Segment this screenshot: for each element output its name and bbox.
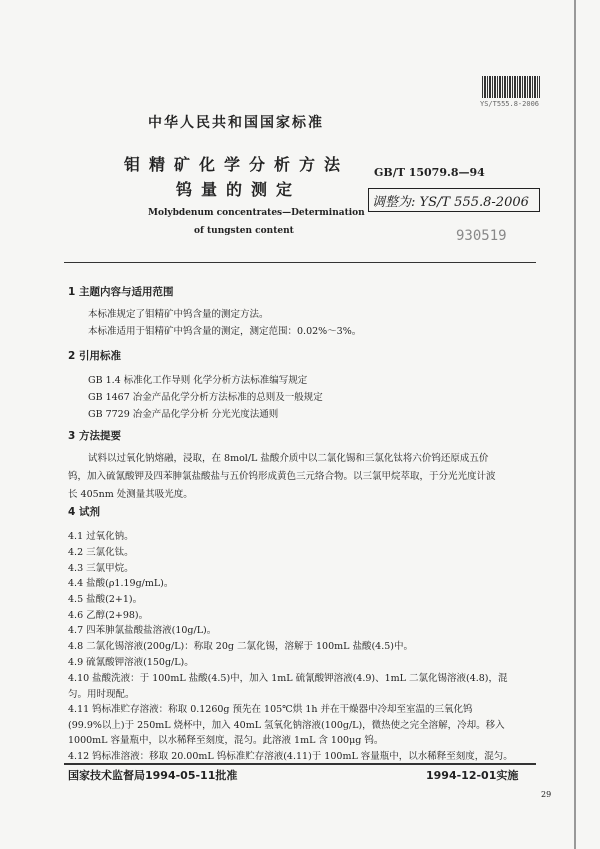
reagent-line: (99.9%以上)于 250mL 烧杯中，加入 40mL 氢氧化钠溶液(100g/L)，微热使之完全溶解，冷却。移入: [68, 720, 505, 731]
reagent-line: 4.2 三氯化钛。: [68, 547, 134, 558]
reagent-line: 4.12 钨标准溶液：移取 20.00mL 钨标准贮存溶液(4.11)于 100mL 容量瓶中，以水稀释至刻度，混匀。: [68, 751, 513, 762]
scan-edge-line: [574, 0, 576, 849]
title-line1: 钼精矿化学分析方法: [124, 155, 350, 174]
reagent-line: 4.1 过氧化钠。: [68, 531, 134, 542]
page-number: 29: [541, 790, 552, 799]
header-divider: [64, 262, 536, 263]
standard-number: GB/T 15079.8—94: [374, 166, 485, 179]
reagent-line: 4.3 三氯甲烷。: [68, 563, 134, 574]
paragraph: 试料以过氧化钠熔融，浸取，在 8mol/L 盐酸介质中以二氯化锡和三氯化钛将六价钨还原成五价: [88, 453, 489, 464]
approval-date: 国家技术监督局1994-05-11批准: [68, 769, 238, 782]
paragraph: 钨，加入硫氰酸钾及四苯胂氯盐酸盐与五价钨形成黄色三元络合物。以三氯甲烷萃取，于分光光度计波: [68, 471, 496, 482]
national-standard-heading: 中华人民共和国国家标准: [148, 115, 324, 131]
reagent-line: 1000mL 容量瓶中，以水稀释至刻度，混匀。此溶液 1mL 含 100μg 钨。: [68, 735, 384, 746]
english-title-line2: of tungsten content: [194, 226, 294, 236]
footer-divider: [64, 763, 536, 765]
implementation-date: 1994-12-01实施: [426, 769, 519, 782]
paragraph: 本标准适用于钼精矿中钨含量的测定，测定范围：0.02%～3%。: [88, 326, 362, 337]
barcode: [482, 76, 540, 98]
reference-item: GB 7729 冶金产品化学分析 分光光度法通则: [88, 409, 279, 420]
stamp-number: 930519: [456, 228, 507, 244]
section-2-heading: 2 引用标准: [68, 350, 121, 362]
barcode-label: YS/T555.8-2006: [480, 100, 540, 108]
reagent-line: 4.5 盐酸(2+1)。: [68, 594, 143, 605]
reference-item: GB 1.4 标准化工作导则 化学分析方法标准编写规定: [88, 375, 308, 386]
section-3-heading: 3 方法提要: [68, 430, 121, 442]
english-title-line1: Molybdenum concentrates—Determination: [148, 208, 365, 218]
section-1-heading: 1 主题内容与适用范围: [68, 286, 174, 298]
reagent-line: 4.11 钨标准贮存溶液：称取 0.1260g 预先在 105℃烘 1h 并在干燥器中冷却至室温的三氧化钨: [68, 704, 473, 715]
reagent-line: 4.8 二氯化锡溶液(200g/L)：称取 20g 二氯化锡，溶解于 100mL 盐酸(4.5)中。: [68, 641, 413, 652]
adjusted-to-stamp: 调整为: YS/T 555.8-2006: [372, 195, 529, 210]
paragraph: 本标准规定了钼精矿中钨含量的测定方法。: [88, 309, 269, 320]
reagent-line: 4.7 四苯胂氯盐酸盐溶液(10g/L)。: [68, 625, 217, 636]
reference-item: GB 1467 冶金产品化学分析方法标准的总则及一般规定: [88, 392, 323, 403]
paragraph: 长 405nm 处测量其吸光度。: [68, 489, 193, 500]
reagent-line: 4.10 盐酸洗液：于 100mL 盐酸(4.5)中，加入 1mL 硫氰酸钾溶液(4.9)、1mL 二氯化锡溶液(4.8)，混: [68, 673, 508, 684]
reagent-line: 4.6 乙醇(2+98)。: [68, 610, 149, 621]
reagent-line: 匀。用时现配。: [68, 689, 135, 700]
reagent-line: 4.9 硫氰酸钾溶液(150g/L)。: [68, 657, 194, 668]
reagent-line: 4.4 盐酸(ρ1.19g/mL)。: [68, 578, 174, 589]
section-4-heading: 4 试剂: [68, 506, 100, 518]
title-line2: 钨量的测定: [176, 180, 302, 199]
